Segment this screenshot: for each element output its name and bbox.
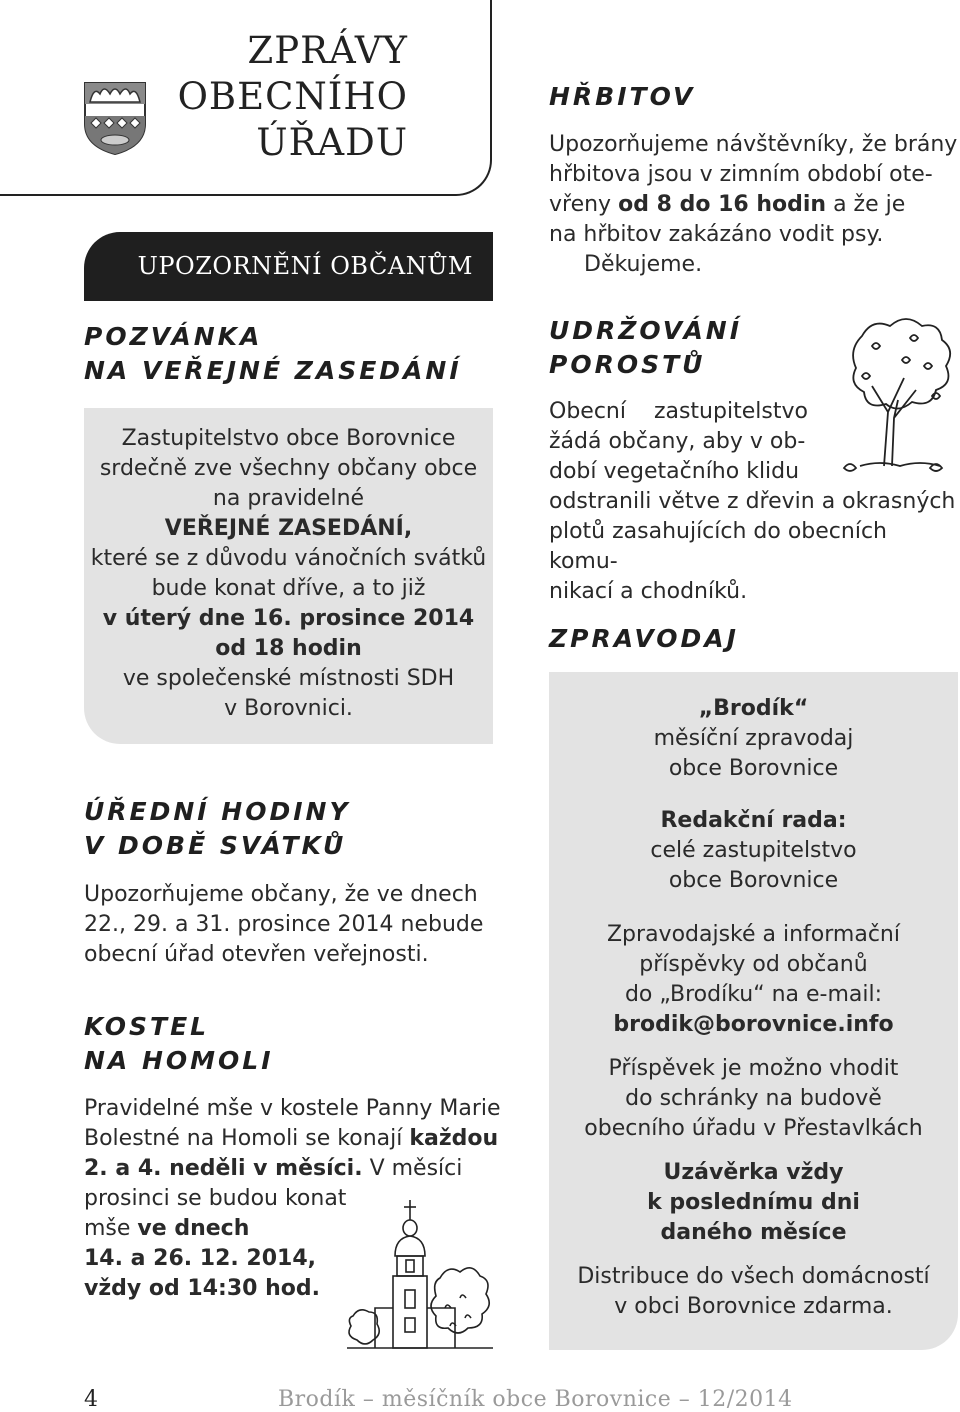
text-line: obce Borovnice — [668, 756, 839, 781]
text-line: příspěvky od občanů — [639, 952, 868, 977]
text-line: 14. a 26. 12. 2014, — [84, 1246, 316, 1271]
text-line: Obecní zastupitelstvo — [549, 399, 808, 424]
text-line: Uzávěrka vždy — [663, 1160, 844, 1185]
newsletter-name: „Brodík“ — [698, 696, 809, 721]
text-line: měsíční zpravodaj — [653, 726, 854, 751]
notice-banner — [84, 232, 493, 301]
text-line: VEŘEJNÉ ZASEDÁNÍ, — [164, 516, 413, 541]
board-label: Redakční rada: — [660, 808, 847, 833]
text-line: Zpravodajské a informační — [606, 922, 900, 947]
text-line: plotů zasahujících do obecních komu- — [549, 519, 887, 574]
contact-email: brodik@borovnice.info — [613, 1012, 894, 1037]
text-line: bude konat dříve, a to již — [151, 576, 426, 601]
invite-heading — [84, 320, 504, 388]
text-span-bold: od 8 do 16 hodin — [618, 192, 827, 217]
vegetation-heading — [549, 314, 849, 382]
text-span: a že je — [826, 192, 906, 217]
cemetery-text — [549, 130, 960, 280]
title-line: ÚŘADU — [256, 121, 408, 164]
text-line — [84, 1124, 504, 1154]
banner-label: UPOZORNĚNÍ OBČANŮM — [137, 252, 473, 280]
page-title — [170, 28, 408, 166]
invite-text — [84, 424, 493, 724]
text-line: 22., 29. a 31. prosince 2014 nebude — [84, 912, 484, 937]
text-line: Upozorňujeme občany, že ve dnech — [84, 882, 478, 907]
cemetery-heading: HŘBITOV — [549, 82, 696, 111]
heading-line: V DOBĚ SVÁTKŮ — [84, 831, 347, 860]
text-line: obecní úřad otevřen veřejnosti. — [84, 942, 429, 967]
text-line: které se z důvodu vánočních svátků — [90, 546, 487, 571]
coat-of-arms-icon — [82, 80, 148, 156]
text-span: Bolestné na Homoli se konají — [84, 1126, 410, 1151]
page-number: 4 — [84, 1387, 98, 1412]
text-line: dobí vegetačního klidu — [549, 459, 800, 484]
text-line: Děkujeme. — [584, 252, 703, 277]
text-line — [84, 1154, 504, 1184]
heading-line: NA HOMOLI — [84, 1046, 274, 1075]
text-line: Příspěvek je možno vhodit — [608, 1056, 899, 1081]
heading-line: ÚŘEDNÍ HODINY — [84, 797, 351, 826]
text-line: srdečně zve všechny občany obce — [99, 456, 478, 481]
newsletter-text — [549, 694, 958, 1322]
office-hours-text — [84, 880, 504, 970]
text-span-bold: 2. a 4. neděli v měsíci. — [84, 1156, 363, 1181]
text-line: na hřbitov zakázáno vodit psy. — [549, 222, 884, 247]
text-line: v Borovnici. — [224, 696, 353, 721]
text-line: prosinci se budou konat — [84, 1186, 347, 1211]
footer-title: Brodík – měsíčník obce Borovnice – 12/2014 — [278, 1387, 793, 1412]
text-line: Upozorňujeme návštěvníky, že brány — [549, 132, 958, 157]
text-span: mše — [84, 1216, 138, 1241]
text-line: do schránky na budově — [625, 1086, 882, 1111]
heading-line: POZVÁNKA — [84, 322, 263, 351]
text-line: k poslednímu dni — [647, 1190, 860, 1215]
text-line: v úterý dne 16. prosince 2014 — [102, 606, 475, 631]
text-line: v obci Borovnice zdarma. — [614, 1294, 893, 1319]
newsletter-heading: ZPRAVODAJ — [549, 624, 739, 653]
text-line: obecního úřadu v Přestavlkách — [584, 1116, 923, 1141]
text-line: hřbitova jsou v zimním období ote- — [549, 162, 933, 187]
text-span-bold: ve dnech — [137, 1216, 250, 1241]
title-line: ZPRÁVY — [247, 29, 408, 72]
text-span-bold: každou — [409, 1126, 499, 1151]
text-line: Distribuce do všech domácností — [577, 1264, 930, 1289]
text-line: nikací a chodníků. — [549, 579, 748, 604]
office-hours-heading — [84, 795, 504, 863]
text-line: Zastupitelstvo obce Borovnice — [121, 426, 456, 451]
church-heading — [84, 1010, 504, 1078]
text-line: Pravidelné mše v kostele Panny Marie — [84, 1096, 501, 1121]
heading-line: UDRŽOVÁNÍ — [549, 316, 743, 345]
heading-line: NA VEŘEJNÉ ZASEDÁNÍ — [84, 356, 462, 385]
title-line: OBECNÍHO — [177, 75, 408, 118]
heading-line: KOSTEL — [84, 1012, 210, 1041]
text-line: celé zastupitelstvo — [650, 838, 857, 863]
text-line: odstranili větve z dřevin a okrasných — [549, 489, 956, 514]
text-line: od 18 hodin — [215, 636, 362, 661]
church-illustration-icon — [345, 1198, 495, 1358]
invite-box — [84, 408, 493, 744]
text-line: do „Brodíku“ na e-mail: — [624, 982, 883, 1007]
text-span: V měsíci — [362, 1156, 463, 1181]
text-span: vřeny — [549, 192, 619, 217]
text-line: žádá občany, aby v ob- — [549, 429, 806, 454]
text-line: ve společenské místnosti SDH — [122, 666, 455, 691]
text-line — [549, 190, 960, 220]
vegetation-text — [549, 397, 960, 607]
text-line: na pravidelné — [212, 486, 365, 511]
text-line: vždy od 14:30 hod. — [84, 1276, 320, 1301]
newsletter-box — [549, 672, 958, 1350]
heading-line: POROSTŮ — [549, 350, 706, 379]
text-line: daného měsíce — [660, 1220, 847, 1245]
text-line: obce Borovnice — [668, 868, 839, 893]
